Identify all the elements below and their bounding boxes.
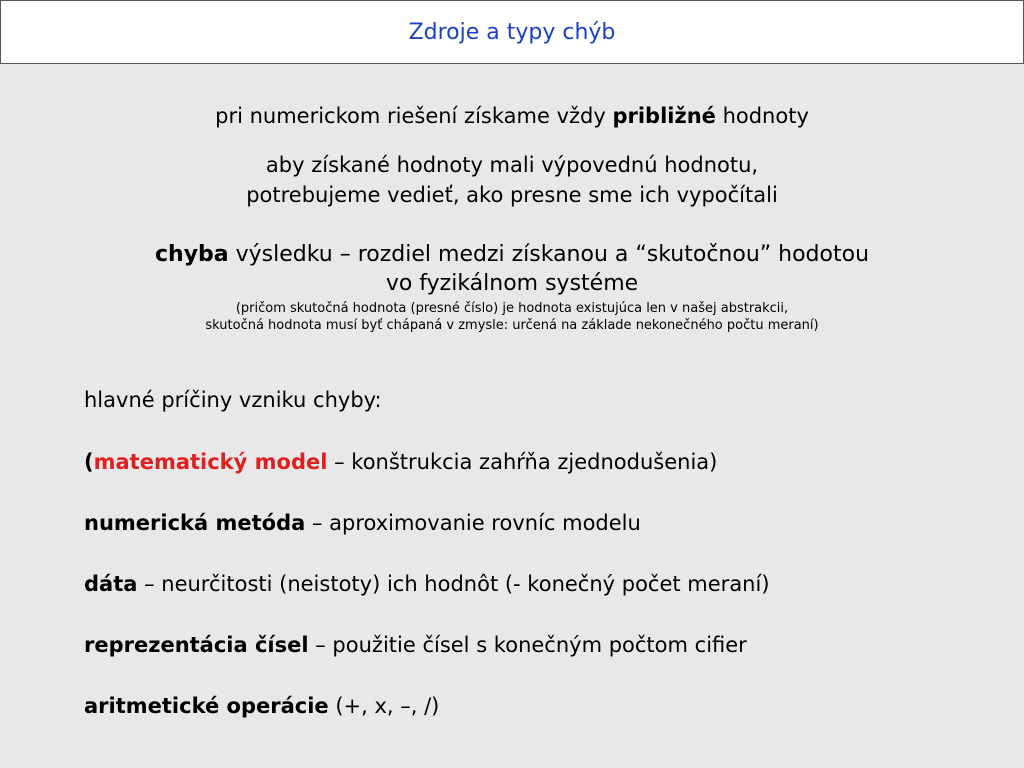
intro-line-3: potrebujeme vedieť, ako presne sme ich vypočítali <box>246 183 778 207</box>
intro-line-2: aby získané hodnoty mali výpovednú hodnotu, <box>265 153 759 177</box>
definition-term: chyba <box>154 242 229 267</box>
title-bar <box>0 0 1024 64</box>
cause-item-arithmetic <box>84 694 439 718</box>
definition-line-1 <box>0 240 1024 269</box>
cause-item-numerical-method <box>84 511 641 535</box>
cause-term: numerická metóda <box>84 511 306 535</box>
intro-paragraph <box>0 150 1024 210</box>
error-definition <box>0 240 1024 334</box>
definition-note-1: (pričom skutočná hodnota (presné číslo) je hodnota existujúca len v našej abstrakcii, <box>235 301 789 316</box>
intro-line-1-post: hodnoty <box>715 104 809 128</box>
cause-desc: – konštrukcia zahŕňa zjednodušenia) <box>327 450 718 474</box>
cause-desc: – použitie čísel s konečným počtom cifier <box>308 633 747 657</box>
definition-note <box>0 300 1024 334</box>
intro-line-1-pre: pri numerickom riešení získame vždy <box>215 104 613 128</box>
cause-prefix: ( <box>84 450 94 474</box>
definition-note-2: skutočná hodnota musí byť chápaná v zmysle: určená na základe nekonečného počtu meraní) <box>205 318 819 333</box>
intro-line-1 <box>0 104 1024 128</box>
cause-term: reprezentácia čísel <box>84 633 309 657</box>
causes-heading: hlavné príčiny vzniku chyby: <box>84 388 382 412</box>
cause-desc: – neurčitosti (neistoty) ich hodnôt (- konečný počet meraní) <box>137 572 770 596</box>
cause-desc: (+, x, –, /) <box>328 694 440 718</box>
cause-item-data <box>84 572 770 596</box>
definition-rest: výsledku – rozdiel medzi získanou a “skutočnou” hodotou <box>228 242 870 267</box>
cause-term: aritmetické operácie <box>84 694 329 718</box>
cause-desc: – aproximovanie rovníc modelu <box>305 511 641 535</box>
slide-title: Zdroje a typy chýb <box>408 19 616 45</box>
cause-item-number-representation <box>84 633 747 657</box>
cause-item-math-model <box>84 450 717 474</box>
definition-line-2: vo fyzikálnom systéme <box>385 271 639 296</box>
intro-line-1-bold: približné <box>612 104 716 128</box>
cause-term: matematický model <box>93 450 328 474</box>
cause-term: dáta <box>84 572 138 596</box>
